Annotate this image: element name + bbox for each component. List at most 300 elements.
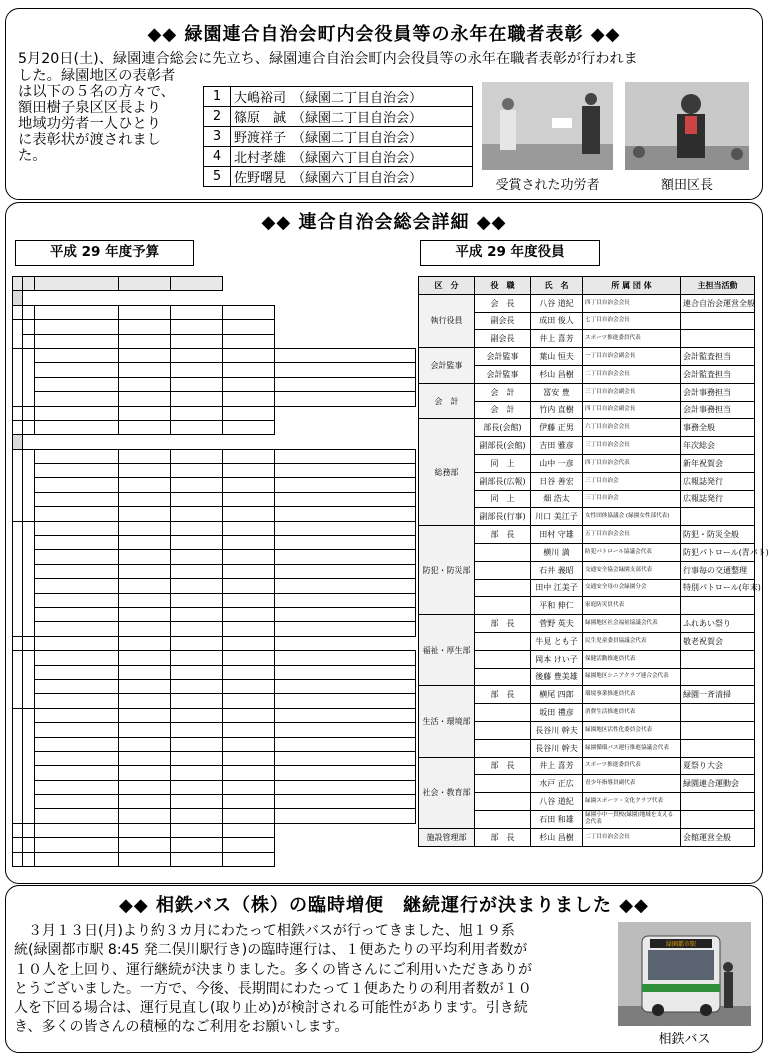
budget.rows.14.cat bbox=[23, 521, 35, 636]
budget-row bbox=[13, 665, 416, 679]
budget.rows.26.item bbox=[35, 694, 119, 708]
officer-org: 四丁目自治会副会長 bbox=[583, 401, 681, 419]
bus-body bbox=[14, 922, 614, 1038]
officer-org: 六丁目自治会会長 bbox=[583, 419, 681, 437]
officer-name: 横尾 四郎 bbox=[531, 686, 583, 704]
budget.rows.19.a28 bbox=[171, 593, 223, 607]
budget.rows.17.note bbox=[275, 564, 416, 578]
budget.rows.11.b28 bbox=[119, 478, 171, 492]
budget.rows.31.item bbox=[35, 766, 119, 780]
award-body bbox=[18, 68, 203, 164]
officer-role: 副部長(会館) bbox=[475, 437, 531, 455]
awardee-name: 佐野曙見 bbox=[234, 171, 287, 186]
officer-org: 緑園地区社会福祉協議会代表 bbox=[583, 615, 681, 633]
officer-role bbox=[475, 810, 531, 828]
budget.rows.15.item bbox=[35, 536, 119, 550]
budget-row bbox=[13, 550, 416, 564]
officer-role bbox=[475, 579, 531, 597]
budget.rows.0.item bbox=[23, 305, 35, 319]
budget.rows.16.b28 bbox=[119, 550, 171, 564]
officer-category: 総務部 bbox=[419, 419, 475, 526]
officer-name: 伊藤 正男 bbox=[531, 419, 583, 437]
budget.rows.14.item bbox=[35, 521, 119, 535]
officer-activity bbox=[681, 597, 755, 615]
award-line: 地域功労者一人ひとり bbox=[18, 116, 161, 132]
budget-row bbox=[13, 607, 416, 621]
budget.rows.12.b29 bbox=[223, 492, 275, 506]
award-line: に表彰状が渡されまし bbox=[18, 132, 161, 148]
officer-category: 福祉・厚生部 bbox=[419, 615, 475, 686]
officer-name: 田中 江美子 bbox=[531, 579, 583, 597]
awardee-org: （緑園二丁目自治会） bbox=[292, 131, 423, 146]
details-title: ◆◆ 連合自治会総会詳細 ◆◆ bbox=[261, 212, 507, 233]
officer-org: 四丁目自治会代表 bbox=[583, 454, 681, 472]
budget.rows.4.a28 bbox=[171, 363, 223, 377]
officer-activity: 新年祝賀会 bbox=[681, 454, 755, 472]
budget.rows.0.b28 bbox=[35, 305, 119, 319]
budget.headers.4 bbox=[171, 277, 223, 291]
officer-activity: 敬老祝賀会 bbox=[681, 632, 755, 650]
officer-row bbox=[419, 383, 755, 401]
officer-org: 緑園スポーツ・文化クラブ代表 bbox=[583, 793, 681, 811]
budget.rows.30.note bbox=[275, 751, 416, 765]
budget.rows.15.b29 bbox=[223, 536, 275, 550]
budget.rows.28.a28 bbox=[171, 723, 223, 737]
budget.rows.24.item bbox=[35, 665, 119, 679]
officer-org: 緑園地区シニアクラブ連合会代表 bbox=[583, 668, 681, 686]
bus-line: ３月１３日(月)より約３カ月にわたって相鉄バスが行ってきました、旭１９系 bbox=[14, 923, 515, 939]
bus-title: ◆◆ 相鉄バス（株）の臨時増便 継続運行が決まりました ◆◆ bbox=[119, 895, 649, 916]
officer-activity: 年次総会 bbox=[681, 437, 755, 455]
budget.rows.37.a28 bbox=[119, 852, 171, 866]
budget.rows.15.a28 bbox=[171, 536, 223, 550]
budget.rows.0.note bbox=[223, 305, 275, 319]
budget.rows.15.b28 bbox=[119, 536, 171, 550]
budget.rows.34.note bbox=[275, 809, 416, 823]
budget-row bbox=[13, 377, 416, 391]
budget-row bbox=[13, 449, 416, 463]
budget.rows.32.b29 bbox=[223, 780, 275, 794]
budget.rows.19.note bbox=[275, 593, 416, 607]
budget-row bbox=[13, 780, 416, 794]
awardee-name-cell bbox=[231, 127, 473, 147]
awardee-photo-image bbox=[482, 82, 613, 170]
budget.rows.13.a28 bbox=[171, 507, 223, 521]
budget.rows.5.note bbox=[275, 377, 416, 391]
bus-line: 統(緑園都市駅 8:45 発二俣川駅行き)の臨時運行は、１便あたりの平均利用者数が bbox=[14, 942, 528, 959]
officer-org: 青少年指導員副代表 bbox=[583, 775, 681, 793]
officer-name: 井上 喜芳 bbox=[531, 330, 583, 348]
officer-role bbox=[475, 561, 531, 579]
officer-role: 同 上 bbox=[475, 490, 531, 508]
officer-activity: 会計監査担当 bbox=[681, 365, 755, 383]
budget-row bbox=[13, 651, 416, 665]
officer-activity: 特別パトロール(年末) bbox=[681, 579, 755, 597]
budget.rows.31.note bbox=[275, 766, 416, 780]
budget.rows.7.a28 bbox=[119, 406, 171, 420]
budget.rows.13.item bbox=[35, 507, 119, 521]
bus-photo-caption: 相鉄バス bbox=[658, 1032, 711, 1047]
budget.rows.25.b29 bbox=[223, 679, 275, 693]
budget.rows.29.a28 bbox=[171, 737, 223, 751]
officer-name: 石田 和雄 bbox=[531, 810, 583, 828]
budget.rows.16.b29 bbox=[223, 550, 275, 564]
officer-role: 部長(会館) bbox=[475, 419, 531, 437]
budget.rows.22.no bbox=[13, 636, 23, 650]
budget.rows.34.b28 bbox=[119, 809, 171, 823]
officer-activity: 広報誌発行 bbox=[681, 490, 755, 508]
budget.rows.4.b28 bbox=[119, 363, 171, 377]
budget-row bbox=[13, 406, 416, 420]
awardee-row bbox=[204, 167, 473, 187]
awardee-name: 野渡祥子 bbox=[234, 131, 287, 146]
budget-row bbox=[13, 334, 416, 348]
budget.rows.9.b29 bbox=[223, 449, 275, 463]
budget.rows.10.a28 bbox=[171, 464, 223, 478]
budget.rows.35.b29 bbox=[171, 823, 223, 837]
budget.rows.16.a28 bbox=[171, 550, 223, 564]
budget.rows.15.note bbox=[275, 536, 416, 550]
budget.rows.29.item bbox=[35, 737, 119, 751]
budget.rows.28.b29 bbox=[223, 723, 275, 737]
awardee-name-cell bbox=[231, 107, 473, 127]
officer-row bbox=[419, 526, 755, 544]
budget.rows.23.item bbox=[35, 651, 119, 665]
officer-row bbox=[419, 348, 755, 366]
officer-org: 環境事業推進員代表 bbox=[583, 686, 681, 704]
budget.rows.21.note bbox=[275, 622, 416, 636]
officer-name: 水戸 正広 bbox=[531, 775, 583, 793]
budget.rows.0.no bbox=[13, 305, 23, 319]
awardee-table bbox=[203, 86, 473, 187]
budget.rows.26.a28 bbox=[171, 694, 223, 708]
officer-name: 坂田 禮彦 bbox=[531, 704, 583, 722]
officer-org: 家庭防災員代表 bbox=[583, 597, 681, 615]
budget.rows.21.b29 bbox=[223, 622, 275, 636]
budget.rows.4.note bbox=[275, 363, 416, 377]
budget.rows.23.b29 bbox=[223, 651, 275, 665]
officer-org: 保健活動推進員代表 bbox=[583, 650, 681, 668]
awardee-number: 5 bbox=[204, 167, 231, 187]
officer-row bbox=[419, 757, 755, 775]
budget-row bbox=[13, 838, 416, 852]
budget.rows.36.a28 bbox=[119, 838, 171, 852]
budget-row bbox=[13, 795, 416, 809]
budget.rows.18.b28 bbox=[119, 579, 171, 593]
budget-row bbox=[13, 363, 416, 377]
budget.rows.8.b28 bbox=[35, 420, 119, 434]
mayor-photo-caption: 額田区長 bbox=[660, 178, 713, 193]
budget.headers.1 bbox=[23, 277, 35, 291]
budget-row bbox=[13, 708, 416, 722]
budget.rows.32.item bbox=[35, 780, 119, 794]
budget.rows.11.a28 bbox=[171, 478, 223, 492]
budget.rows.22.a28 bbox=[119, 636, 171, 650]
bus-line: とうございました。一方で、今後、長期間にわたって１便あたりの利用者数が１０ bbox=[14, 980, 532, 997]
budget.rows.29.note bbox=[275, 737, 416, 751]
budget.rows.2.item bbox=[23, 334, 35, 348]
budget.rows.10.b28 bbox=[119, 464, 171, 478]
budget.rows.37.note bbox=[223, 852, 275, 866]
budget-row bbox=[13, 579, 416, 593]
budget.rows.19.b28 bbox=[119, 593, 171, 607]
officer-role bbox=[475, 793, 531, 811]
officer-activity: 行事毎の交通整理 bbox=[681, 561, 755, 579]
budget.rows.33.b29 bbox=[223, 795, 275, 809]
budget.rows.7.note bbox=[223, 406, 275, 420]
officer-role bbox=[475, 775, 531, 793]
budget.rows.28.note bbox=[275, 723, 416, 737]
officer-org: 女性団体協議会 (緑園女性部代表) bbox=[583, 508, 681, 526]
budget.rows.1.no bbox=[13, 320, 23, 349]
officer-role: 部 長 bbox=[475, 686, 531, 704]
officer-row bbox=[419, 828, 755, 846]
budget.rows.5.b29 bbox=[223, 377, 275, 391]
officer-activity: 会計事務担当 bbox=[681, 401, 755, 419]
budget.rows.26.b28 bbox=[119, 694, 171, 708]
budget.rows.24.b29 bbox=[223, 665, 275, 679]
officer-activity: 事務全般 bbox=[681, 419, 755, 437]
budget.income_header bbox=[13, 291, 23, 305]
officer-name: 菅野 英夫 bbox=[531, 615, 583, 633]
budget.rows.9.cat bbox=[23, 449, 35, 521]
officer-org: 二丁目自治会会長 bbox=[583, 828, 681, 846]
budget.rows.2.note bbox=[223, 334, 275, 348]
budget.rows.27.item bbox=[35, 708, 119, 722]
budget-row bbox=[13, 320, 416, 334]
budget.rows.10.b29 bbox=[223, 464, 275, 478]
officer-activity: 防犯・防災全般 bbox=[681, 526, 755, 544]
budget.rows.14.b28 bbox=[119, 521, 171, 535]
budget.rows.6.b29 bbox=[223, 392, 275, 406]
officer-role: 部 長 bbox=[475, 757, 531, 775]
budget.rows.2.b28 bbox=[35, 334, 119, 348]
awardee-row bbox=[204, 87, 473, 107]
awardee-number: 4 bbox=[204, 147, 231, 167]
budget.rows.19.item bbox=[35, 593, 119, 607]
officer-org: 交通安全母の会緑園分会 bbox=[583, 579, 681, 597]
officer-org: スポーツ推進委員代表 bbox=[583, 330, 681, 348]
award-line: した。緑園地区の表彰者 bbox=[18, 68, 176, 84]
budget.rows.35.item bbox=[23, 823, 35, 837]
budget.rows.14.no bbox=[13, 521, 23, 636]
budget.rows.18.a28 bbox=[171, 579, 223, 593]
budget.rows.35.note bbox=[223, 823, 275, 837]
officer-category: 社会・教育部 bbox=[419, 757, 475, 828]
officer-name: 川口 美江子 bbox=[531, 508, 583, 526]
officer-name: 横川 満 bbox=[531, 543, 583, 561]
bus-line: き、多くの皆さんの積極的なご利用をお願いします。 bbox=[14, 1019, 349, 1036]
officer-org: 四丁目自治会会長 bbox=[583, 294, 681, 312]
budget.rows.12.item bbox=[35, 492, 119, 506]
bus-destination-sign: 緑園都市駅 bbox=[665, 941, 697, 948]
budget.rows.6.b28 bbox=[119, 392, 171, 406]
budget.rows.10.note bbox=[275, 464, 416, 478]
budget.rows.21.b28 bbox=[119, 622, 171, 636]
awardee-row bbox=[204, 127, 473, 147]
officer-org: 一丁目自治会副会長 bbox=[583, 348, 681, 366]
officer-role: 副部長(行事) bbox=[475, 508, 531, 526]
officers-header: 区 分 bbox=[419, 277, 475, 295]
budget-row bbox=[13, 809, 416, 823]
budget.rows.22.note bbox=[223, 636, 275, 650]
budget-row bbox=[13, 464, 416, 478]
budget.rows.31.b29 bbox=[223, 766, 275, 780]
bus-line: 人を下回る場合は、運行見直し(取り止め)が検討される可能性があります。引き続 bbox=[14, 1000, 528, 1017]
officer-activity: 緑園連合運動会 bbox=[681, 775, 755, 793]
budget.rows.33.a28 bbox=[171, 795, 223, 809]
budget.rows.22.b28 bbox=[35, 636, 119, 650]
budget-row bbox=[13, 305, 416, 319]
awardee-name-cell bbox=[231, 87, 473, 107]
officer-category: 施設管理部 bbox=[419, 828, 475, 846]
officer-name: 日谷 善宏 bbox=[531, 472, 583, 490]
officer-role: 部 長 bbox=[475, 828, 531, 846]
budget.rows.9.b28 bbox=[119, 449, 171, 463]
officer-org: 五丁目自治会会長 bbox=[583, 526, 681, 544]
awardee-row bbox=[204, 147, 473, 167]
budget.rows.37.item bbox=[23, 852, 35, 866]
officer-activity bbox=[681, 312, 755, 330]
officer-role bbox=[475, 650, 531, 668]
budget.rows.8.no bbox=[13, 420, 23, 434]
bus-photo-image bbox=[618, 922, 751, 1026]
budget.rows.1.a28 bbox=[119, 320, 171, 334]
budget.rows.35.b28 bbox=[35, 823, 119, 837]
officer-role bbox=[475, 704, 531, 722]
budget.rows.36.b28 bbox=[35, 838, 119, 852]
budget.rows.29.b28 bbox=[119, 737, 171, 751]
officer-name: 岡本 けい子 bbox=[531, 650, 583, 668]
officer-activity bbox=[681, 739, 755, 757]
budget.rows.1.item bbox=[23, 320, 35, 334]
budget.rows.14.b29 bbox=[223, 521, 275, 535]
budget.rows.5.item bbox=[35, 377, 119, 391]
budget.rows.0.b29 bbox=[171, 305, 223, 319]
budget.rows.12.a28 bbox=[171, 492, 223, 506]
budget.rows.25.b28 bbox=[119, 679, 171, 693]
officer-role: 同 上 bbox=[475, 454, 531, 472]
officer-role bbox=[475, 739, 531, 757]
officer-name: 葉山 恒夫 bbox=[531, 348, 583, 366]
expense-header-row bbox=[13, 435, 416, 449]
budget.rows.11.item bbox=[35, 478, 119, 492]
budget.rows.36.item bbox=[23, 838, 35, 852]
budget-row bbox=[13, 478, 416, 492]
budget.rows.26.b29 bbox=[223, 694, 275, 708]
income-header-row bbox=[13, 291, 416, 305]
bus-photo bbox=[618, 922, 751, 1026]
officer-activity: 夏祭り大会 bbox=[681, 757, 755, 775]
budget.rows.27.cat bbox=[23, 708, 35, 823]
budget.rows.2.b29 bbox=[171, 334, 223, 348]
budget-row bbox=[13, 852, 416, 866]
budget.rows.8.item bbox=[23, 420, 35, 434]
budget.rows.18.b29 bbox=[223, 579, 275, 593]
budget.rows.29.b29 bbox=[223, 737, 275, 751]
officer-activity: 連合自治会運営全般 bbox=[681, 294, 755, 312]
budget.rows.27.b28 bbox=[119, 708, 171, 722]
award-intro: 5月20日(土)、緑園連合総会に先立ち、緑園連合自治会町内会役員等の永年在職者表彰が行われま bbox=[18, 51, 638, 67]
budget.rows.17.a28 bbox=[171, 564, 223, 578]
budget.rows.22.b29 bbox=[171, 636, 223, 650]
officer-name: 後藤 豊美雄 bbox=[531, 668, 583, 686]
budget.rows.1.b29 bbox=[171, 320, 223, 334]
budget.rows.23.cat bbox=[23, 651, 35, 709]
budget.headers.0 bbox=[13, 277, 23, 291]
budget.rows.20.note bbox=[275, 607, 416, 621]
budget-row bbox=[13, 679, 416, 693]
officer-org: 交通安全協会緑園支部代表 bbox=[583, 561, 681, 579]
budget.rows.33.b28 bbox=[119, 795, 171, 809]
budget.headers.3 bbox=[119, 277, 171, 291]
budget-row bbox=[13, 507, 416, 521]
awardee-org: （緑園二丁目自治会） bbox=[292, 111, 423, 126]
budget.rows.16.item bbox=[35, 550, 119, 564]
budget.rows.25.item bbox=[35, 679, 119, 693]
budget.rows.16.note bbox=[275, 550, 416, 564]
budget.rows.3.a28 bbox=[171, 348, 223, 362]
budget.rows.31.b28 bbox=[119, 766, 171, 780]
budget.rows.27.a28 bbox=[171, 708, 223, 722]
officers-header: 役 職 bbox=[475, 277, 531, 295]
budget-title: 平成 29 年度予算 bbox=[15, 240, 194, 266]
award-title: ◆◆ 緑園連合自治会町内会役員等の永年在職者表彰 ◆◆ bbox=[147, 24, 621, 45]
budget.rows.9.no bbox=[13, 449, 23, 521]
officer-name: 八谷 道紀 bbox=[531, 793, 583, 811]
budget-row bbox=[13, 564, 416, 578]
budget.rows.20.b28 bbox=[119, 607, 171, 621]
officer-name: 牛見 とも子 bbox=[531, 632, 583, 650]
awardee-photo-caption: 受賞された功労者 bbox=[495, 178, 600, 193]
awardee-org: （緑園六丁目自治会） bbox=[292, 171, 423, 186]
budget.rows.18.item bbox=[35, 579, 119, 593]
budget-row bbox=[13, 348, 416, 362]
officer-name: 成田 俊人 bbox=[531, 312, 583, 330]
budget.rows.7.item bbox=[23, 406, 35, 420]
budget.rows.36.note bbox=[223, 838, 275, 852]
budget.rows.13.note bbox=[275, 507, 416, 521]
officer-activity bbox=[681, 330, 755, 348]
budget.rows.27.note bbox=[275, 708, 416, 722]
awardee-name: 大嶋裕司 bbox=[234, 91, 287, 106]
budget.rows.5.b28 bbox=[119, 377, 171, 391]
budget-row bbox=[13, 636, 416, 650]
budget.rows.21.item bbox=[35, 622, 119, 636]
budget.rows.19.b29 bbox=[223, 593, 275, 607]
budget.rows.3.cat bbox=[23, 348, 35, 406]
budget-row bbox=[13, 751, 416, 765]
budget.rows.37.b28 bbox=[35, 852, 119, 866]
officer-row bbox=[419, 615, 755, 633]
awardee-photo bbox=[482, 82, 613, 170]
awardee-name-cell bbox=[231, 167, 473, 187]
officer-role: 会計監事 bbox=[475, 365, 531, 383]
budget.rows.34.item bbox=[35, 809, 119, 823]
officer-activity bbox=[681, 810, 755, 828]
budget.rows.8.b29 bbox=[171, 420, 223, 434]
officer-category: 会 計 bbox=[419, 383, 475, 419]
officer-org: 民生児童委員協議会代表 bbox=[583, 632, 681, 650]
officer-org: 防犯パトロール協議会代表 bbox=[583, 543, 681, 561]
officer-role bbox=[475, 668, 531, 686]
officer-org: 緑園循環バス運行推進協議会代表 bbox=[583, 739, 681, 757]
budget.rows.10.item bbox=[35, 464, 119, 478]
officer-role: 会 計 bbox=[475, 383, 531, 401]
budget.rows.3.b28 bbox=[119, 348, 171, 362]
officer-row bbox=[419, 294, 755, 312]
officer-category: 防犯・防災部 bbox=[419, 526, 475, 615]
